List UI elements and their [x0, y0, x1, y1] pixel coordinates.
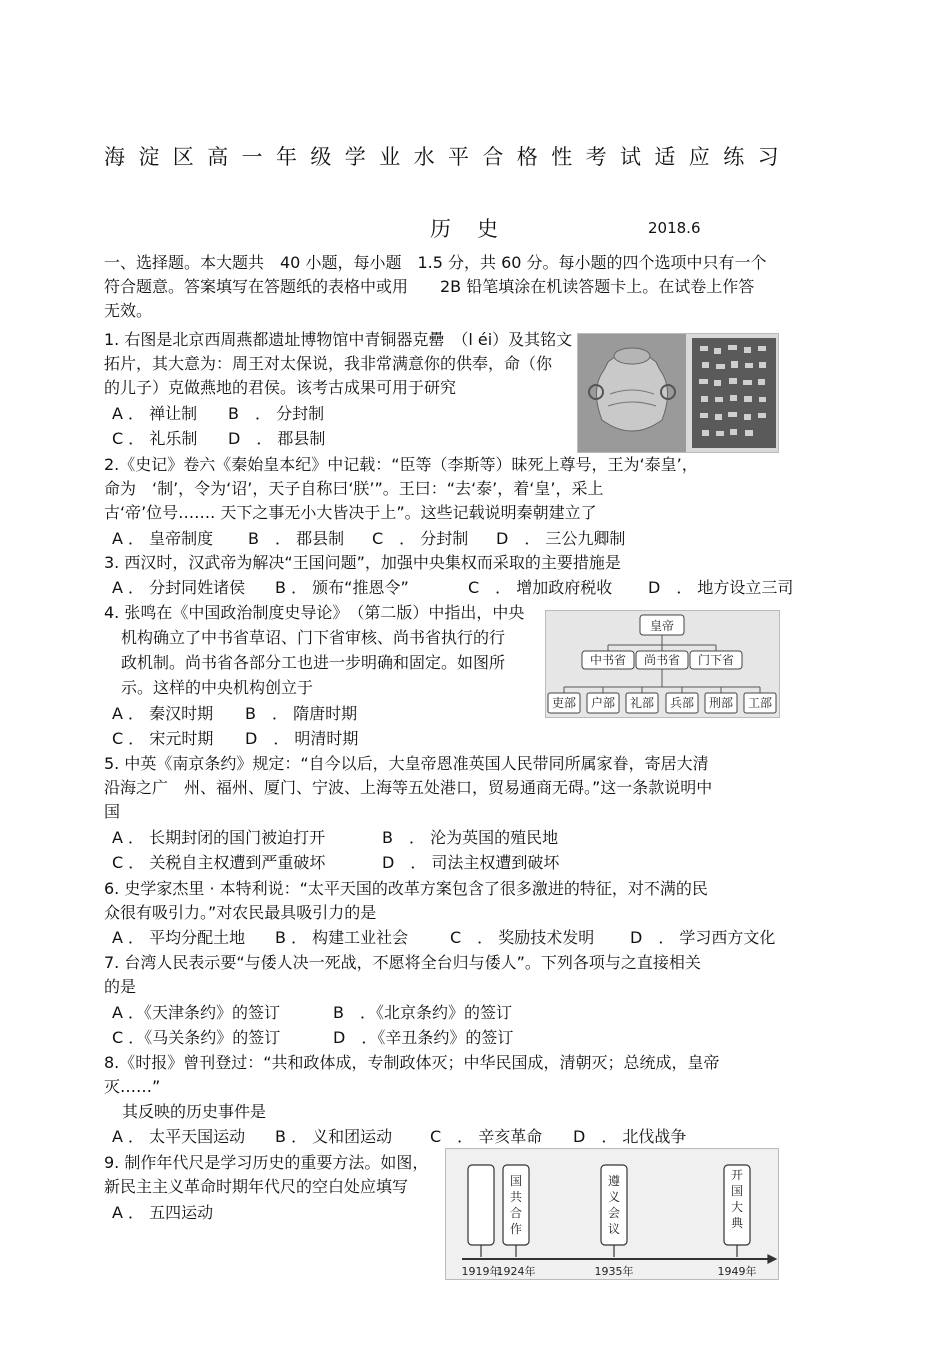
q8-stem: 其反映的历史事件是: [122, 1102, 267, 1121]
q1-stem: 1. 右图是北京西周燕都遗址博物馆中青铜器克罍 （l éi）及其铭文: [104, 330, 573, 349]
instructions-line: 一、选择题。本大题共 40 小题，每小题 1.5 分，共 60 分。每小题的四个选项中只有一个: [104, 253, 767, 272]
q5-option-c[interactable]: C ． 关税自主权遭到严重破坏: [112, 853, 326, 872]
chart-node-bing: 兵部: [669, 696, 695, 710]
chart-node-xing: 刑部: [708, 696, 734, 710]
central-government-chart: [545, 610, 780, 718]
timeline-figure: [445, 1148, 779, 1280]
q6-stem: 众很有吸引力。”对农民最具吸引力的是: [104, 903, 377, 922]
q7-stem: 的是: [104, 977, 137, 996]
chart-node-li: 吏部: [551, 696, 577, 710]
q9-option-a[interactable]: A ． 五四运动: [112, 1203, 214, 1222]
q2-option-c[interactable]: C ． 分封制: [372, 529, 469, 548]
q7-option-b[interactable]: B ．《北京条约》的签订: [333, 1003, 512, 1022]
q3-option-c[interactable]: C ． 增加政府税收: [468, 578, 613, 597]
q5-option-a[interactable]: A ． 长期封闭的国门被迫打开: [112, 828, 326, 847]
q3-option-b[interactable]: B ． 颁布“推恩令”: [275, 578, 409, 597]
q4-option-d[interactable]: D ． 明清时期: [245, 729, 359, 748]
q9-stem: 新民主主义革命时期年代尺的空白处应填写: [104, 1177, 409, 1196]
chart-node-hu: 户部: [590, 696, 616, 710]
timeline-year: 1949年: [717, 1265, 757, 1278]
q4-option-c[interactable]: C ． 宋元时期: [112, 729, 214, 748]
q8-option-c[interactable]: C ． 辛亥革命: [430, 1127, 543, 1146]
q1-option-c[interactable]: C ． 礼乐制: [112, 429, 198, 448]
timeline-blank-box: [468, 1165, 494, 1245]
svg-text:典: 典: [730, 1216, 744, 1230]
q2-stem: 命为 ‘制’，令为‘诏’，天子自称曰‘朕’”。王曰：“去‘泰’，着‘皇’，采上: [104, 479, 604, 498]
exam-date: 2018.6: [648, 219, 701, 237]
q2-option-d[interactable]: D ． 三公九卿制: [496, 529, 626, 548]
chart-node-li-rites: 礼部: [629, 696, 655, 710]
timeline-year: 1919年: [461, 1265, 501, 1278]
svg-text:开: 开: [730, 1168, 744, 1182]
exam-title: 海淀区高一年级学业水平合格性考试适应练习: [104, 145, 792, 169]
q3-option-a[interactable]: A ． 分封同姓诸侯: [112, 578, 246, 597]
chart-node-emperor: 皇帝: [649, 619, 675, 633]
q7-option-a[interactable]: A ．《天津条约》的签订: [112, 1003, 281, 1022]
q6-option-d[interactable]: D ． 学习西方文化: [630, 928, 776, 947]
chart-node-menxia: 门下省: [697, 653, 735, 667]
q4-stem: 示。这样的中央机构创立于: [121, 678, 314, 697]
q4-option-b[interactable]: B ． 隋唐时期: [245, 704, 358, 723]
chart-node-zhongshu: 中书省: [589, 653, 627, 667]
q4-option-a[interactable]: A ． 秦汉时期: [112, 704, 214, 723]
instructions-line: 符合题意。答案填写在答题纸的表格中或用 2B 铅笔填涂在机读答题卡上。在试卷上作答: [104, 277, 755, 296]
q5-stem: 国: [104, 802, 121, 821]
q6-option-b[interactable]: B ． 构建工业社会: [275, 928, 409, 947]
svg-text:作: 作: [509, 1222, 523, 1236]
q2-stem: 古‘帝’位号……. 天下之事无小大皆决于上”。这些记载说明秦朝建立了: [104, 503, 597, 522]
instructions-line: 无效。: [104, 301, 153, 320]
q4-stem: 4. 张鸣在《中国政治制度史导论》 （第二版）中指出，中央: [104, 603, 525, 622]
q7-stem: 7. 台湾人民表示要“与倭人决一死战，不愿将全台归与倭人”。下列各项与之直接相关: [104, 953, 701, 972]
q8-option-b[interactable]: B ． 义和团运动: [275, 1127, 393, 1146]
q5-option-b[interactable]: B ． 沦为英国的殖民地: [382, 828, 559, 847]
q3-stem: 3. 西汉时，汉武帝为解决“王国问题”，加强中央集权而采取的主要措施是: [104, 553, 621, 572]
chart-node-gong: 工部: [747, 696, 773, 710]
q9-stem: 9. 制作年代尺是学习历史的重要方法。如图，: [104, 1153, 429, 1172]
q4-stem: 机构确立了中书省草诏、门下省审核、尚书省执行的行: [121, 628, 506, 647]
q8-stem: 灭……”: [104, 1077, 161, 1096]
svg-text:国: 国: [730, 1184, 744, 1198]
q2-stem: 2.《史记》卷六《秦始皇本纪》中记载：“臣等（李斯等）昧死上尊号，王为‘泰皇’，: [104, 455, 698, 474]
q1-option-d[interactable]: D ． 郡县制: [228, 429, 326, 448]
q8-option-d[interactable]: D ． 北伐战争: [573, 1127, 687, 1146]
q4-stem: 政机制。尚书省各部分工也进一步明确和固定。如图所: [121, 653, 506, 672]
q1-option-b[interactable]: B ． 分封制: [228, 404, 325, 423]
q8-stem: 8.《时报》曾刊登过：“共和政体成，专制政体灭；中华民国成，清朝灭；总统成，皇帝: [104, 1053, 720, 1072]
bronze-lei-photo: [577, 333, 779, 453]
svg-text:合: 合: [509, 1206, 523, 1220]
q5-stem: 沿海之广 州、福州、厦门、宁波、上海等五处港口，贸易通商无碍。”这一条款说明中: [104, 778, 713, 797]
q7-option-c[interactable]: C ．《马关条约》的签订: [112, 1028, 281, 1047]
timeline-year: 1924年: [496, 1265, 536, 1278]
q8-option-a[interactable]: A ． 太平天国运动: [112, 1127, 246, 1146]
q3-option-d[interactable]: D ． 地方设立三司: [648, 578, 794, 597]
timeline-box-text: 国: [509, 1174, 523, 1188]
q2-option-b[interactable]: B ． 郡县制: [248, 529, 345, 548]
q6-stem: 6. 史学家杰里 · 本特利说：“太平天国的改革方案包含了很多激进的特征，对不满的民: [104, 879, 708, 898]
q5-stem: 5. 中英《南京条约》规定：“自今以后，大皇帝恩准英国人民带同所属家眷，寄居大清: [104, 754, 709, 773]
q6-option-a[interactable]: A ． 平均分配土地: [112, 928, 246, 947]
svg-text:大: 大: [730, 1200, 744, 1214]
q5-option-d[interactable]: D ． 司法主权遭到破坏: [382, 853, 560, 872]
svg-text:共: 共: [509, 1190, 523, 1204]
q1-stem: 拓片，其大意为：周王对太保说，我非常满意你的供奉，命（你: [104, 354, 553, 373]
svg-text:议: 议: [607, 1222, 621, 1236]
svg-text:会: 会: [607, 1206, 621, 1220]
q7-option-d[interactable]: D ．《辛丑条约》的签订: [333, 1028, 514, 1047]
svg-text:遵: 遵: [607, 1174, 621, 1188]
q6-option-c[interactable]: C ． 奖励技术发明: [450, 928, 595, 947]
svg-text:义: 义: [607, 1190, 621, 1204]
q1-stem: 的儿子）克做燕地的君侯。该考古成果可用于研究: [104, 378, 457, 397]
q2-option-a[interactable]: A ． 皇帝制度: [112, 529, 214, 548]
q1-option-a[interactable]: A ． 禅让制: [112, 404, 198, 423]
timeline-year: 1935年: [594, 1265, 634, 1278]
chart-node-shangshu: 尚书省: [643, 653, 681, 667]
exam-subject: 历史: [430, 217, 524, 241]
